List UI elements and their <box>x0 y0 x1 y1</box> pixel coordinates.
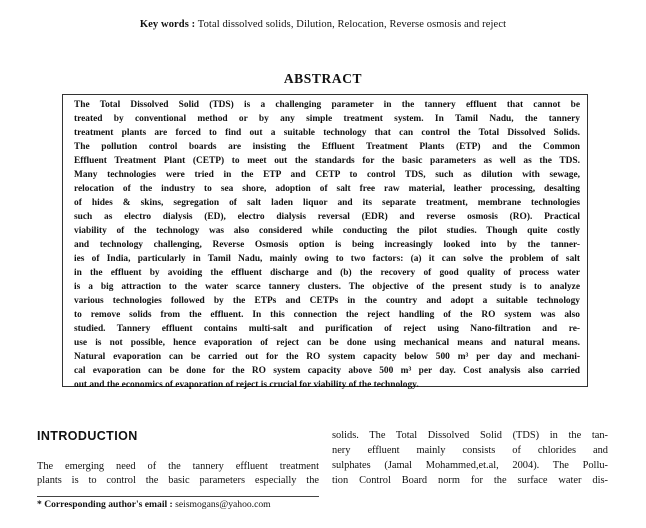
footnote-divider <box>37 496 319 497</box>
footnote-label: * Corresponding author's email : <box>37 499 173 510</box>
abstract-line: and technology challenging, Reverse Osmosis option is being increasingly looked into by the tanner- <box>74 240 580 250</box>
abstract-line: ies of India, particularly in Tamil Nadu, mainly owing to two factors: (a) it can solve the problem of salt <box>74 254 580 264</box>
author-email[interactable]: seismogans@yahoo.com <box>175 499 271 510</box>
abstract-line: studied. Tannery effluent contains multi-salt and purification of reject using Nano-filtration and re- <box>74 324 580 334</box>
keywords-label: Key words : <box>139 19 196 30</box>
abstract-line: such as electro dialysis (ED), electro dialysis reversal (EDR) and reverse osmosis (RO). Practical <box>74 212 580 222</box>
abstract-line: Natural evaporation can be carried out for the RO system capacity below 500 m³ per day and mechani- <box>74 352 580 362</box>
body-line: sulphates (Jamal Mohammed,et.al, 2004). The Pollu- <box>332 460 608 471</box>
abstract-line: treatment plants are forced to find out a suitable technology that can control the Total Dissolved Solids. <box>74 128 580 138</box>
body-line: tion Control Board norm for the surface water dis- <box>332 475 608 486</box>
keywords-text: Total dissolved solids, Dilution, Relocation, Reverse osmosis and reject <box>197 19 507 30</box>
abstract-line: is a big attraction to the water scarce tannery clusters. The objective of the present study is to analyze <box>74 282 580 292</box>
footnote <box>37 499 271 511</box>
abstract-line: use is not possible, hence evaporation of reject can be done using mechanical means and natural means. <box>74 338 580 348</box>
body-line: The emerging need of the tannery effluent treatment <box>37 461 319 472</box>
abstract-line: The pollution control boards are insisting the Effluent Treatment Plants (ETP) and the Common <box>74 142 580 152</box>
introduction-heading: INTRODUCTION <box>37 429 138 443</box>
abstract-line: Many technologies were tried in the ETP and CETP to control TDS, such as dilution with sewage, <box>74 170 580 180</box>
abstract-line: relocation of the industry to sea shore, adoption of salt free raw material, leather processing, desalting <box>74 184 580 194</box>
abstract-line: Effluent Treatment Plant (CETP) to meet out the standards for the basic parameters as well as the TDS. <box>74 156 580 166</box>
abstract-line: in the effluent by avoiding the effluent discharge and (b) the recovery of good quality of process water <box>74 268 580 278</box>
body-line: solids. The Total Dissolved Solid (TDS) in the tan- <box>332 430 608 441</box>
abstract-line: cal evaporation can be done for the RO system capacity above 500 m³ per day. Cost analysis also carried <box>74 366 580 376</box>
abstract-line: out and the economics of evaporation of reject is crucial for viability of the technology. <box>74 380 419 390</box>
abstract-line: of hides & skins, segregation of salt laden liquor and its separate treatment, membrane technologies <box>74 198 580 208</box>
abstract-line: various technologies followed by the ETPs and CETPs in the country and adopt a suitable technology <box>74 296 580 306</box>
abstract-line: to remove solids from the effluent. In this connection the reject handling of the RO system was also <box>74 310 580 320</box>
body-line: nery effluent mainly consists of chlorides and <box>332 445 608 456</box>
abstract-line: viability of the technology was also considered while conducting the pilot studies. Though quite costly <box>74 226 580 236</box>
abstract-line: treated by conventional method or by any simple treatment system. In Tamil Nadu, the tannery <box>74 114 580 124</box>
body-line: plants is to control the basic parameters especially the <box>37 475 319 486</box>
abstract-title: ABSTRACT <box>283 71 363 86</box>
keywords-line <box>0 19 646 30</box>
abstract-line: The Total Dissolved Solid (TDS) is a challenging parameter in the tannery effluent that cannot be <box>74 100 580 110</box>
